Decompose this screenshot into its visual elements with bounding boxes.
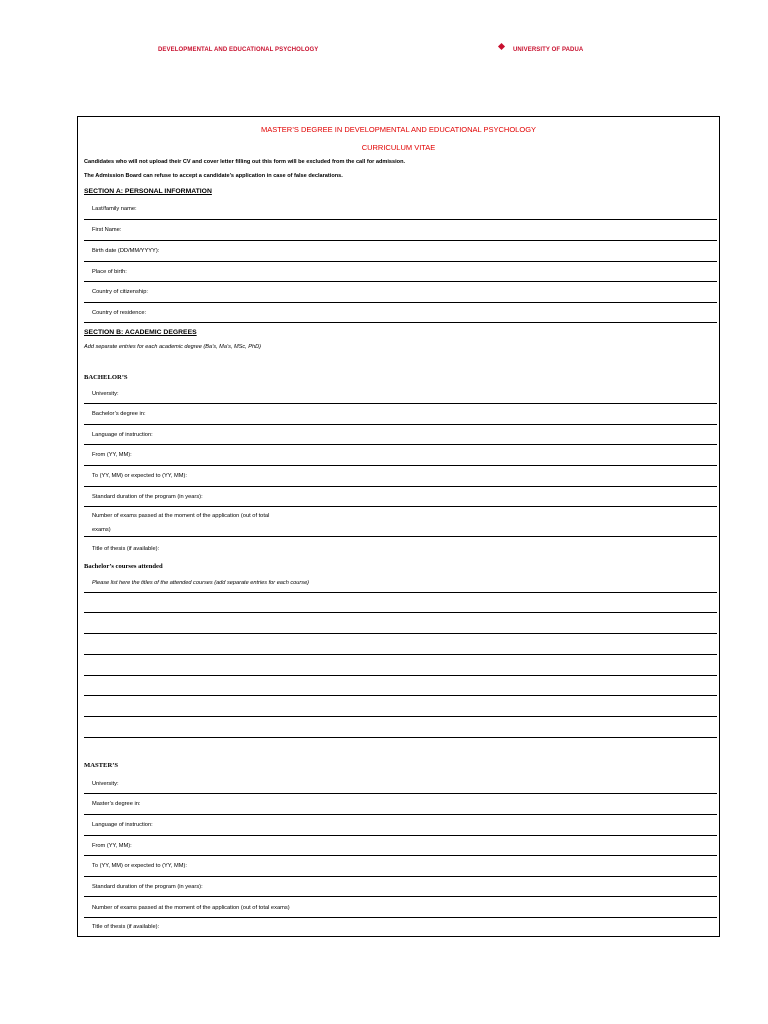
- bachelor-university-field[interactable]: [84, 384, 717, 404]
- form-title: MASTER’S DEGREE IN DEVELOPMENTAL AND EDUCATIONAL PSYCHOLOGY: [260, 125, 537, 134]
- field-label: Country of residence:: [92, 310, 147, 316]
- bachelor-thesis-field[interactable]: [84, 537, 717, 558]
- exclusion-note: Candidates who will not upload their CV and cover letter filling out this form will be excluded from the call for admission.: [84, 159, 406, 165]
- field-label: Master’s degree in:: [92, 801, 141, 807]
- course-entry-line[interactable]: [84, 716, 717, 717]
- field-label: Title of thesis (if available):: [92, 546, 160, 552]
- field-label: First Name:: [92, 227, 122, 233]
- field-label: To (YY, MM) or expected to (YY, MM):: [92, 473, 187, 479]
- field-label: To (YY, MM) or expected to (YY, MM):: [92, 863, 187, 869]
- field-label: Place of birth:: [92, 269, 127, 275]
- field-label: University:: [92, 781, 119, 787]
- last-name-field[interactable]: [84, 199, 717, 220]
- master-from-field[interactable]: [84, 836, 717, 856]
- section-b-heading: SECTION B: ACADEMIC DEGREES: [84, 329, 197, 336]
- master-thesis-field[interactable]: [84, 918, 717, 936]
- course-entry-line[interactable]: [84, 612, 717, 613]
- citizenship-field[interactable]: [84, 282, 717, 303]
- master-degree-field[interactable]: [84, 794, 717, 815]
- bachelor-language-field[interactable]: [84, 425, 717, 445]
- course-entry-line[interactable]: [84, 737, 717, 738]
- master-language-field[interactable]: [84, 815, 717, 836]
- course-entry-line[interactable]: [84, 695, 717, 696]
- field-label: From (YY, MM):: [92, 452, 132, 458]
- field-label: Birth date (DD/MM/YYYY):: [92, 248, 160, 254]
- field-label: Country of citizenship:: [92, 289, 148, 295]
- department-header: DEVELOPMENTAL AND EDUCATIONAL PSYCHOLOGY: [158, 47, 319, 53]
- field-label: Standard duration of the program (in years):: [92, 494, 203, 500]
- field-label: Number of exams passed at the moment of the application (out of total: [92, 513, 270, 519]
- field-label: Language of instruction:: [92, 822, 153, 828]
- place-of-birth-field[interactable]: [84, 262, 717, 282]
- master-exams-field[interactable]: [84, 897, 717, 918]
- form-subtitle: CURRICULUM VITAE: [361, 143, 436, 152]
- birth-date-field[interactable]: [84, 241, 717, 262]
- cv-form: [77, 116, 720, 937]
- section-b-instruction: Add separate entries for each academic degree (Ba’s, Ma’s, MSc, PhD): [84, 344, 262, 350]
- bachelor-courses-instruction: Please list here the titles of the attended courses (add separate entries for each course): [92, 580, 310, 586]
- false-declaration-note: The Admission Board can refuse to accept a candidate’s application in case of false declarations.: [84, 173, 343, 179]
- field-label: Standard duration of the program (in years):: [92, 884, 203, 890]
- bachelor-from-field[interactable]: [84, 445, 717, 466]
- university-header: UNIVERSITY OF PADUA: [513, 47, 584, 53]
- course-entry-line[interactable]: [84, 654, 717, 655]
- course-entry-line[interactable]: [84, 675, 717, 676]
- field-label: Last/family name:: [92, 206, 137, 212]
- residence-field[interactable]: [84, 303, 717, 323]
- master-duration-field[interactable]: [84, 877, 717, 897]
- bachelor-heading: BACHELOR’S: [84, 374, 128, 381]
- bachelor-duration-field[interactable]: [84, 487, 717, 507]
- master-university-field[interactable]: [84, 774, 717, 794]
- field-label: Bachelor’s degree in:: [92, 411, 146, 417]
- field-label: University:: [92, 391, 119, 397]
- diamond-bullet-icon: [498, 43, 505, 50]
- field-label: Language of instruction:: [92, 432, 153, 438]
- section-a-heading: SECTION A: PERSONAL INFORMATION: [84, 188, 212, 195]
- course-entry-line[interactable]: [84, 592, 717, 593]
- bachelor-to-field[interactable]: [84, 466, 717, 487]
- bachelor-exams-field[interactable]: [84, 507, 717, 537]
- field-label: From (YY, MM):: [92, 843, 132, 849]
- master-heading: MASTER’S: [84, 762, 119, 769]
- field-label-continued: exams): [92, 527, 111, 533]
- first-name-field[interactable]: [84, 220, 717, 241]
- bachelor-courses-heading: Bachelor’s courses attended: [84, 563, 163, 570]
- bachelor-degree-field[interactable]: [84, 404, 717, 425]
- master-to-field[interactable]: [84, 856, 717, 877]
- course-entry-line[interactable]: [84, 633, 717, 634]
- field-label: Number of exams passed at the moment of the application (out of total exams): [92, 905, 290, 911]
- field-label: Title of thesis (if available):: [92, 924, 160, 930]
